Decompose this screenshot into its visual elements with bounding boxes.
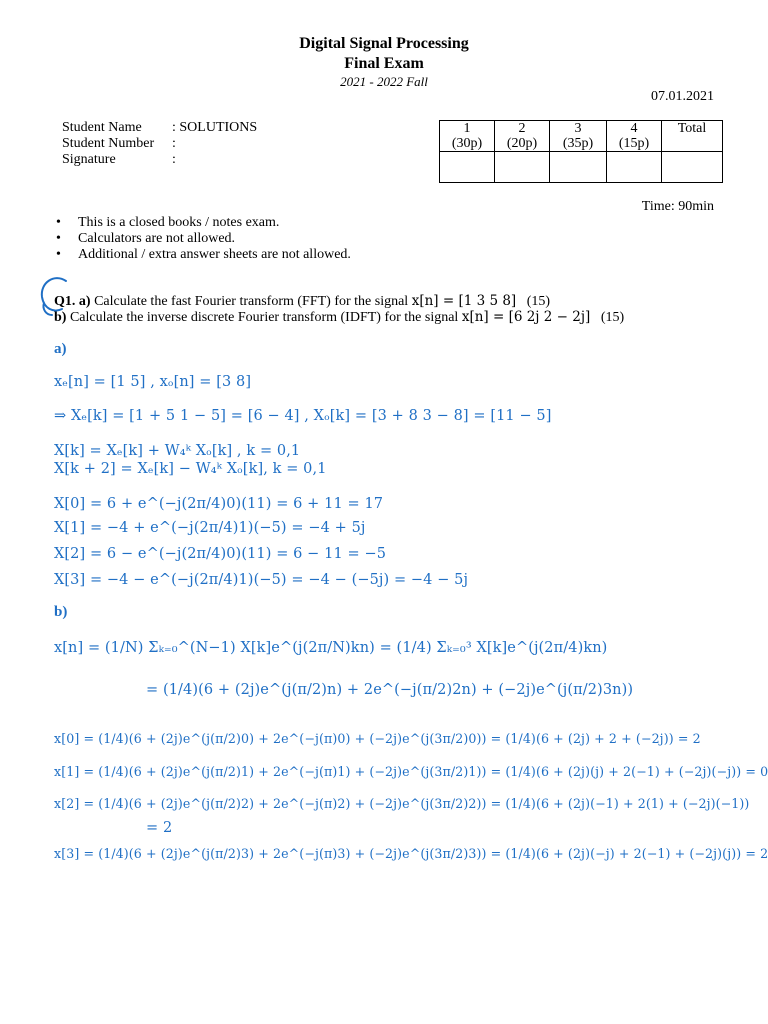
- exam-time: Time: 90min: [641, 199, 714, 214]
- question-1-part-a: [54, 293, 550, 310]
- student-name-label: Student Name: [62, 120, 142, 135]
- signature-value: :: [172, 152, 176, 167]
- solution-a-line-7: X[2] = 6 − e^(−j(2π/4)0)(11) = 6 − 11 = −5: [54, 546, 387, 562]
- part-b-signal: x[n] = [6 2j 2 − 2j]: [461, 309, 591, 325]
- score-cell: [607, 152, 662, 183]
- score-col-3: [550, 121, 607, 152]
- question-1-label: Q1.: [54, 294, 76, 309]
- solution-a-line-2: ⇒ Xₑ[k] = [1 + 5 1 − 5] = [6 − 4] , Xₒ[k] = [3 + 8 3 − 8] = [11 − 5]: [54, 408, 552, 424]
- score-cell: [440, 152, 495, 183]
- score-cell: [662, 152, 723, 183]
- part-b-points: (15): [600, 310, 625, 325]
- solution-b-line-7: x[3] = (1/4)(6 + (2j)e^(j(π/2)3) + 2e^(−j(π)3) + (−2j)e^(j(3π/2)3)) = (1/4)(6 + (2j)(−j) + 2(−1) + (−2j)(j)) = 2: [54, 846, 768, 861]
- part-b-label: b): [54, 310, 67, 325]
- rules-list: [54, 215, 351, 263]
- solution-a-line-4: X[k + 2] = Xₑ[k] − W₄ᵏ Xₒ[k], k = 0,1: [54, 461, 327, 477]
- student-number-value: :: [172, 136, 176, 151]
- student-number-label: Student Number: [62, 136, 155, 151]
- solution-b-line-3: x[0] = (1/4)(6 + (2j)e^(j(π/2)0) + 2e^(−j(π)0) + (−2j)e^(j(3π/2)0)) = (1/4)(6 + (2j) + 2 + (−2j)) = 2: [54, 731, 701, 746]
- solution-b-label: b): [54, 604, 68, 620]
- part-a-points: (15): [526, 294, 551, 309]
- solution-a-line-5: X[0] = 6 + e^(−j(2π/4)0)(11) = 6 + 11 = 17: [54, 496, 384, 512]
- solution-b-line-2: = (1/4)(6 + (2j)e^(j(π/2)n) + 2e^(−j(π/2)2n) + (−2j)e^(j(π/2)3n)): [146, 682, 634, 698]
- score-cell: [495, 152, 550, 183]
- solution-a-line-8: X[3] = −4 − e^(−j(2π/4)1)(−5) = −4 − (−5j) = −4 − 5j: [54, 572, 469, 588]
- solution-b-line-4: x[1] = (1/4)(6 + (2j)e^(j(π/2)1) + 2e^(−j(π)1) + (−2j)e^(j(3π/2)1)) = (1/4)(6 + (2j)(j) + 2(−1) + (−2j)(−j)) = 0: [54, 764, 768, 779]
- exam-date: 07.01.2021: [651, 89, 714, 104]
- rule-item: • Calculators are not allowed.: [54, 231, 351, 247]
- part-b-text: Calculate the inverse discrete Fourier transform (IDFT) for the signal: [69, 310, 459, 325]
- score-col-4: [607, 121, 662, 152]
- score-cell: [550, 152, 607, 183]
- question-number: 3: [574, 121, 582, 136]
- solution-a-label: a): [54, 341, 67, 357]
- solution-b-line-6: = 2: [146, 820, 173, 836]
- question-points: (30p): [451, 136, 483, 151]
- score-col-1: [440, 121, 495, 152]
- score-col-2: [495, 121, 550, 152]
- signature-label: Signature: [62, 152, 116, 167]
- part-a-label: a): [78, 294, 91, 309]
- solution-a-line-3: X[k] = Xₑ[k] + W₄ᵏ Xₒ[k] , k = 0,1: [54, 443, 301, 459]
- part-a-text: Calculate the fast Fourier transform (FFT) for the signal: [94, 294, 409, 309]
- question-1-part-b: [54, 309, 624, 326]
- score-header-row: [440, 121, 723, 152]
- question-number: 4: [630, 121, 638, 136]
- question-number: 1: [463, 121, 471, 136]
- solution-a-line-1: xₑ[n] = [1 5] , xₒ[n] = [3 8]: [54, 374, 252, 390]
- total-label: Total: [677, 121, 707, 136]
- question-points: (35p): [562, 136, 594, 151]
- score-col-total: [662, 121, 723, 152]
- score-value-row: [440, 152, 723, 183]
- solution-a-line-6: X[1] = −4 + e^(−j(2π/4)1)(−5) = −4 + 5j: [54, 520, 366, 536]
- rule-item: • This is a closed books / notes exam.: [54, 215, 351, 231]
- question-points: (20p): [506, 136, 538, 151]
- solution-b-line-5: x[2] = (1/4)(6 + (2j)e^(j(π/2)2) + 2e^(−j(π)2) + (−2j)e^(j(3π/2)2)) = (1/4)(6 + (2j)(−1) + 2(1) + (−2j)(−1)): [54, 796, 750, 811]
- course-title: Digital Signal Processing: [299, 35, 469, 52]
- rule-item: • Additional / extra answer sheets are not allowed.: [54, 247, 351, 263]
- score-table: [439, 120, 723, 183]
- solution-b-line-1: x[n] = (1/N) Σₖ₌₀^(N−1) X[k]e^(j(2π/N)kn) = (1/4) Σₖ₌₀³ X[k]e^(j(2π/4)kn): [54, 640, 608, 656]
- part-a-signal: x[n] = [1 3 5 8]: [411, 293, 517, 309]
- exam-term: 2021 - 2022 Fall: [340, 74, 428, 89]
- exam-title: Final Exam: [344, 55, 424, 72]
- student-name-value: : SOLUTIONS: [172, 120, 258, 135]
- question-number: 2: [518, 121, 526, 136]
- question-points: (15p): [618, 136, 650, 151]
